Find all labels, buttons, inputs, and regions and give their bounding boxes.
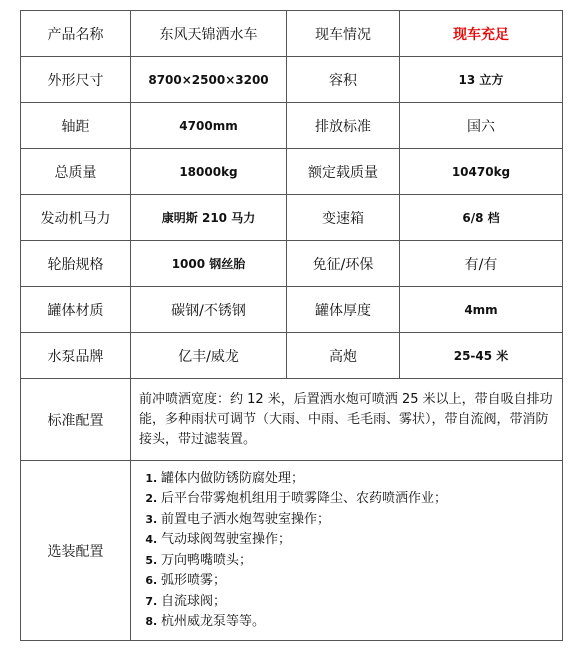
label-emission: 排放标准 bbox=[287, 103, 400, 149]
value-tires: 1000 钢丝胎 bbox=[131, 241, 287, 287]
label-engine-power: 发动机马力 bbox=[21, 195, 131, 241]
value-tank-material: 碳钢/不锈钢 bbox=[131, 287, 287, 333]
value-stock-status: 现车充足 bbox=[400, 11, 563, 57]
value-wheelbase: 4700mm bbox=[131, 103, 287, 149]
label-wheelbase: 轴距 bbox=[21, 103, 131, 149]
label-rated-load: 额定载质量 bbox=[287, 149, 400, 195]
label-stock-status: 现车情况 bbox=[287, 11, 400, 57]
label-pump-brand: 水泵品牌 bbox=[21, 333, 131, 379]
label-tank-material: 罐体材质 bbox=[21, 287, 131, 333]
spec-row-wheelbase bbox=[21, 103, 563, 149]
value-total-mass: 18000kg bbox=[131, 149, 287, 195]
spec-row-standard-config bbox=[21, 379, 563, 461]
list-item: 6. 弧形喷雾； bbox=[161, 571, 554, 592]
value-pump-brand: 亿丰/威龙 bbox=[131, 333, 287, 379]
spec-row-dimensions bbox=[21, 57, 563, 103]
label-optional-config: 选装配置 bbox=[21, 461, 131, 641]
optional-config-cell bbox=[131, 461, 563, 641]
label-tax-exempt-eco: 免征/环保 bbox=[287, 241, 400, 287]
list-item: 7. 自流球阀； bbox=[161, 592, 554, 613]
spec-row-tank bbox=[21, 287, 563, 333]
value-dimensions: 8700×2500×3200 bbox=[131, 57, 287, 103]
label-gearbox: 变速箱 bbox=[287, 195, 400, 241]
list-item: 4. 气动球阀驾驶室操作； bbox=[161, 530, 554, 551]
spec-row-mass bbox=[21, 149, 563, 195]
value-tax-exempt-eco: 有/有 bbox=[400, 241, 563, 287]
spec-table bbox=[20, 10, 563, 641]
spec-row-tires bbox=[21, 241, 563, 287]
list-item: 2. 后平台带雾炮机组用于喷雾降尘、农药喷洒作业； bbox=[161, 489, 554, 510]
label-product-name: 产品名称 bbox=[21, 11, 131, 57]
optional-config-list bbox=[139, 469, 554, 633]
label-volume: 容积 bbox=[287, 57, 400, 103]
value-tank-thickness: 4mm bbox=[400, 287, 563, 333]
value-emission: 国六 bbox=[400, 103, 563, 149]
value-gearbox: 6/8 档 bbox=[400, 195, 563, 241]
list-item: 5. 万向鸭嘴喷头； bbox=[161, 551, 554, 572]
spec-row-product bbox=[21, 11, 563, 57]
value-rated-load: 10470kg bbox=[400, 149, 563, 195]
value-engine-power: 康明斯 210 马力 bbox=[131, 195, 287, 241]
spec-row-engine bbox=[21, 195, 563, 241]
value-product-name: 东风天锦洒水车 bbox=[131, 11, 287, 57]
label-tank-thickness: 罐体厚度 bbox=[287, 287, 400, 333]
label-standard-config: 标准配置 bbox=[21, 379, 131, 461]
value-volume: 13 立方 bbox=[400, 57, 563, 103]
spec-row-pump bbox=[21, 333, 563, 379]
value-high-cannon: 25-45 米 bbox=[400, 333, 563, 379]
label-tires: 轮胎规格 bbox=[21, 241, 131, 287]
label-high-cannon: 高炮 bbox=[287, 333, 400, 379]
list-item: 1. 罐体内做防锈防腐处理； bbox=[161, 469, 554, 490]
label-total-mass: 总质量 bbox=[21, 149, 131, 195]
spec-row-optional-config bbox=[21, 461, 563, 641]
standard-config-text: 前冲喷洒宽度：约 12 米，后置洒水炮可喷洒 25 米以上，带自吸自排功能，多种雨状可调节（大雨、中雨、毛毛雨、雾状），带自流阀，带消防接头，带过滤装置。 bbox=[131, 379, 563, 461]
list-item: 8. 杭州威龙泵等等。 bbox=[161, 612, 554, 633]
label-dimensions: 外形尺寸 bbox=[21, 57, 131, 103]
list-item: 3. 前置电子洒水炮驾驶室操作； bbox=[161, 510, 554, 531]
